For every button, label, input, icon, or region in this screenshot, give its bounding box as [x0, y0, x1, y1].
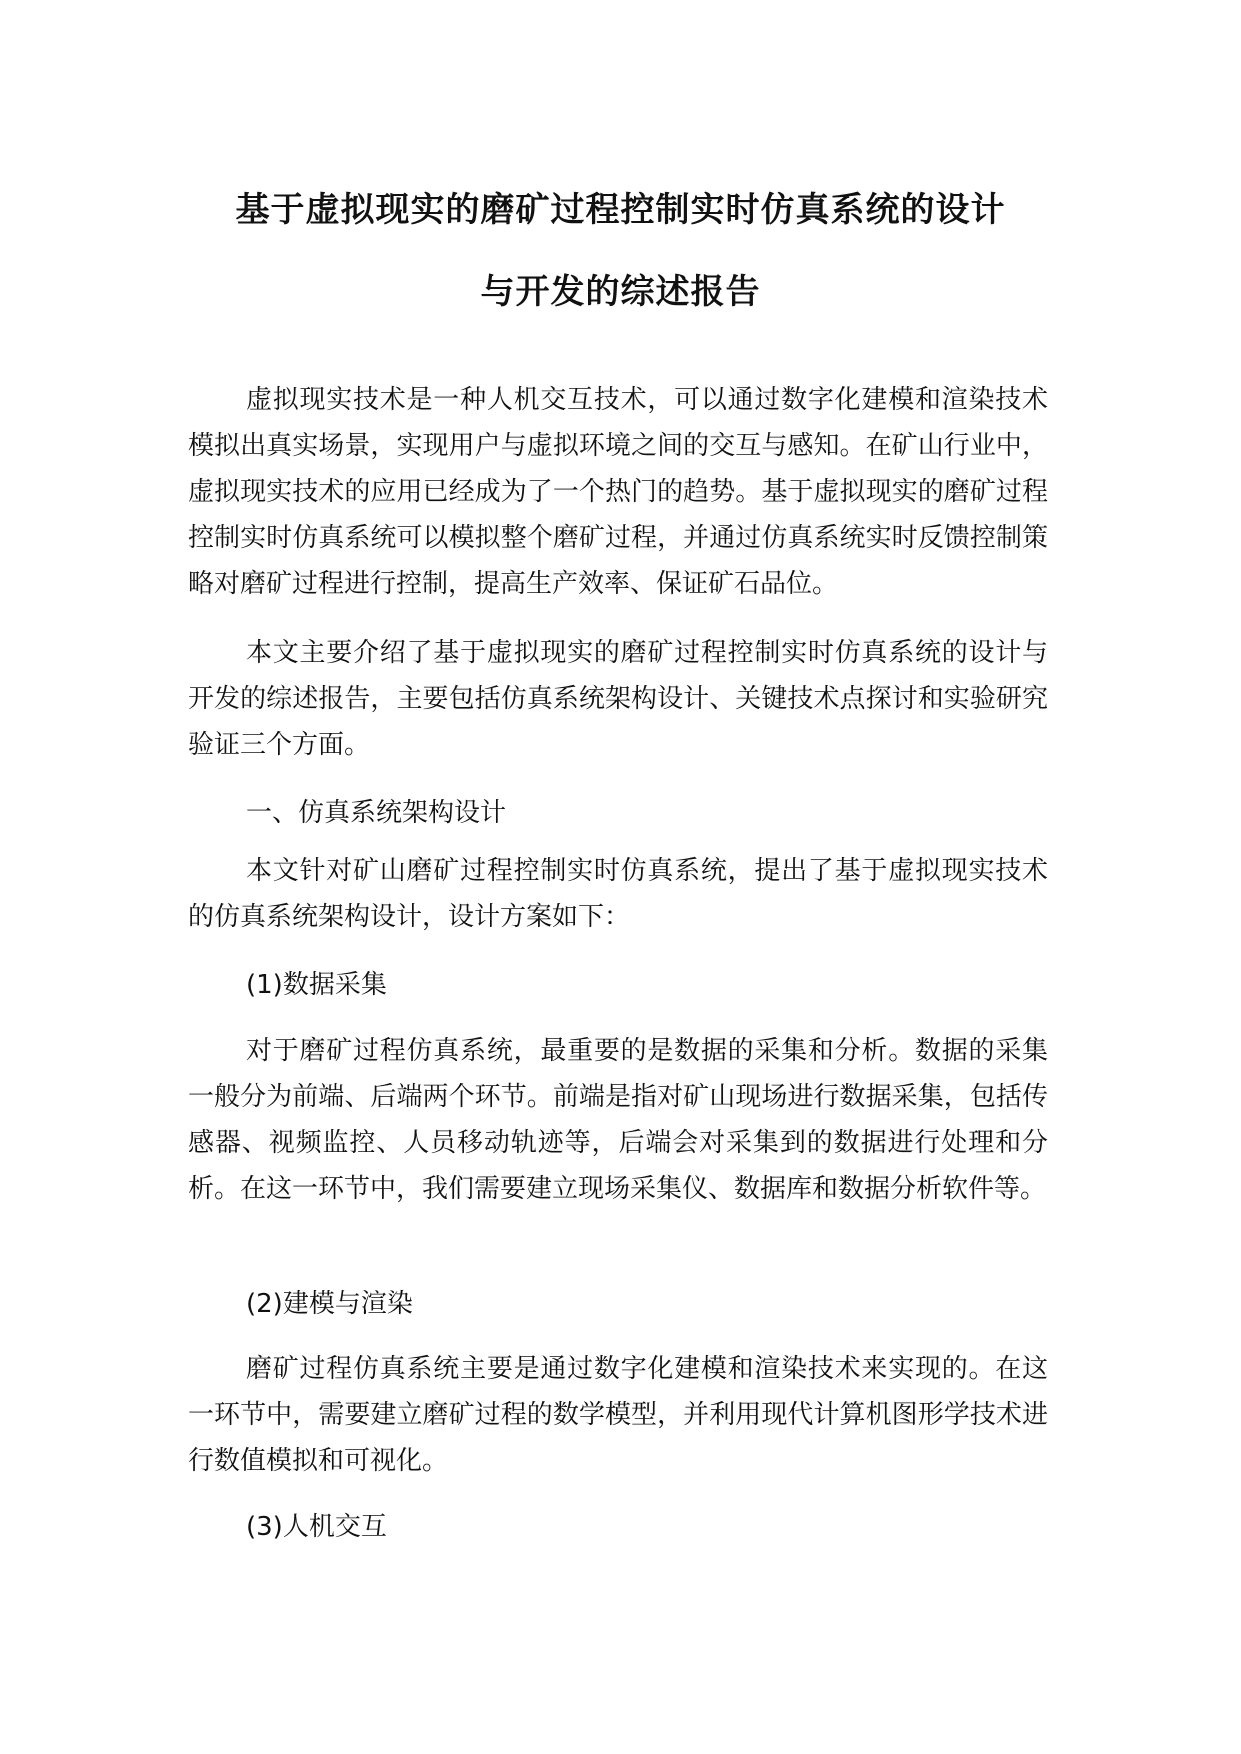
section-heading-architecture: 一、仿真系统架构设计 [246, 798, 507, 828]
paragraph-overview: 本文主要介绍了基于虚拟现实的磨矿过程控制实时仿真系统的设计与开发的综述报告，主要包括仿真系统架构设计、关键技术点探讨和实验研究验证三个方面。 [188, 638, 1048, 760]
paragraph-data-collection: 对于磨矿过程仿真系统，最重要的是数据的采集和分析。数据的采集一般分为前端、后端两个环节。前端是指对矿山现场进行数据采集，包括传感器、视频监控、人员移动轨迹等，后端会对采集到的数据进行处理和分析。在这一环节中，我们需要建立现场采集仪、数据库和数据分析软件等。 [188, 1036, 1048, 1204]
document-title-line-2: 与开发的综述报告 [480, 272, 761, 312]
paragraph-section1-intro: 本文针对矿山磨矿过程控制实时仿真系统，提出了基于虚拟现实技术的仿真系统架构设计，设计方案如下： [188, 856, 1048, 932]
document-title-line-1: 基于虚拟现实的磨矿过程控制实时仿真系统的设计 [235, 190, 1006, 230]
paragraph-modeling-rendering: 磨矿过程仿真系统主要是通过数字化建模和渲染技术来实现的。在这一环节中，需要建立磨矿过程的数学模型，并利用现代计算机图形学技术进行数值模拟和可视化。 [188, 1354, 1048, 1476]
subheading-human-computer-interaction: (3)人机交互 [246, 1512, 387, 1542]
paragraph-intro: 虚拟现实技术是一种人机交互技术，可以通过数字化建模和渲染技术模拟出真实场景，实现用户与虚拟环境之间的交互与感知。在矿山行业中，虚拟现实技术的应用已经成为了一个热门的趋势。基于虚拟现实的磨矿过程控制实时仿真系统可以模拟整个磨矿过程，并通过仿真系统实时反馈控制策略对磨矿过程进行控制，提高生产效率、保证矿石品位。 [188, 385, 1048, 599]
subheading-modeling-rendering: (2)建模与渲染 [246, 1289, 413, 1319]
subheading-data-collection: (1)数据采集 [246, 970, 387, 1000]
